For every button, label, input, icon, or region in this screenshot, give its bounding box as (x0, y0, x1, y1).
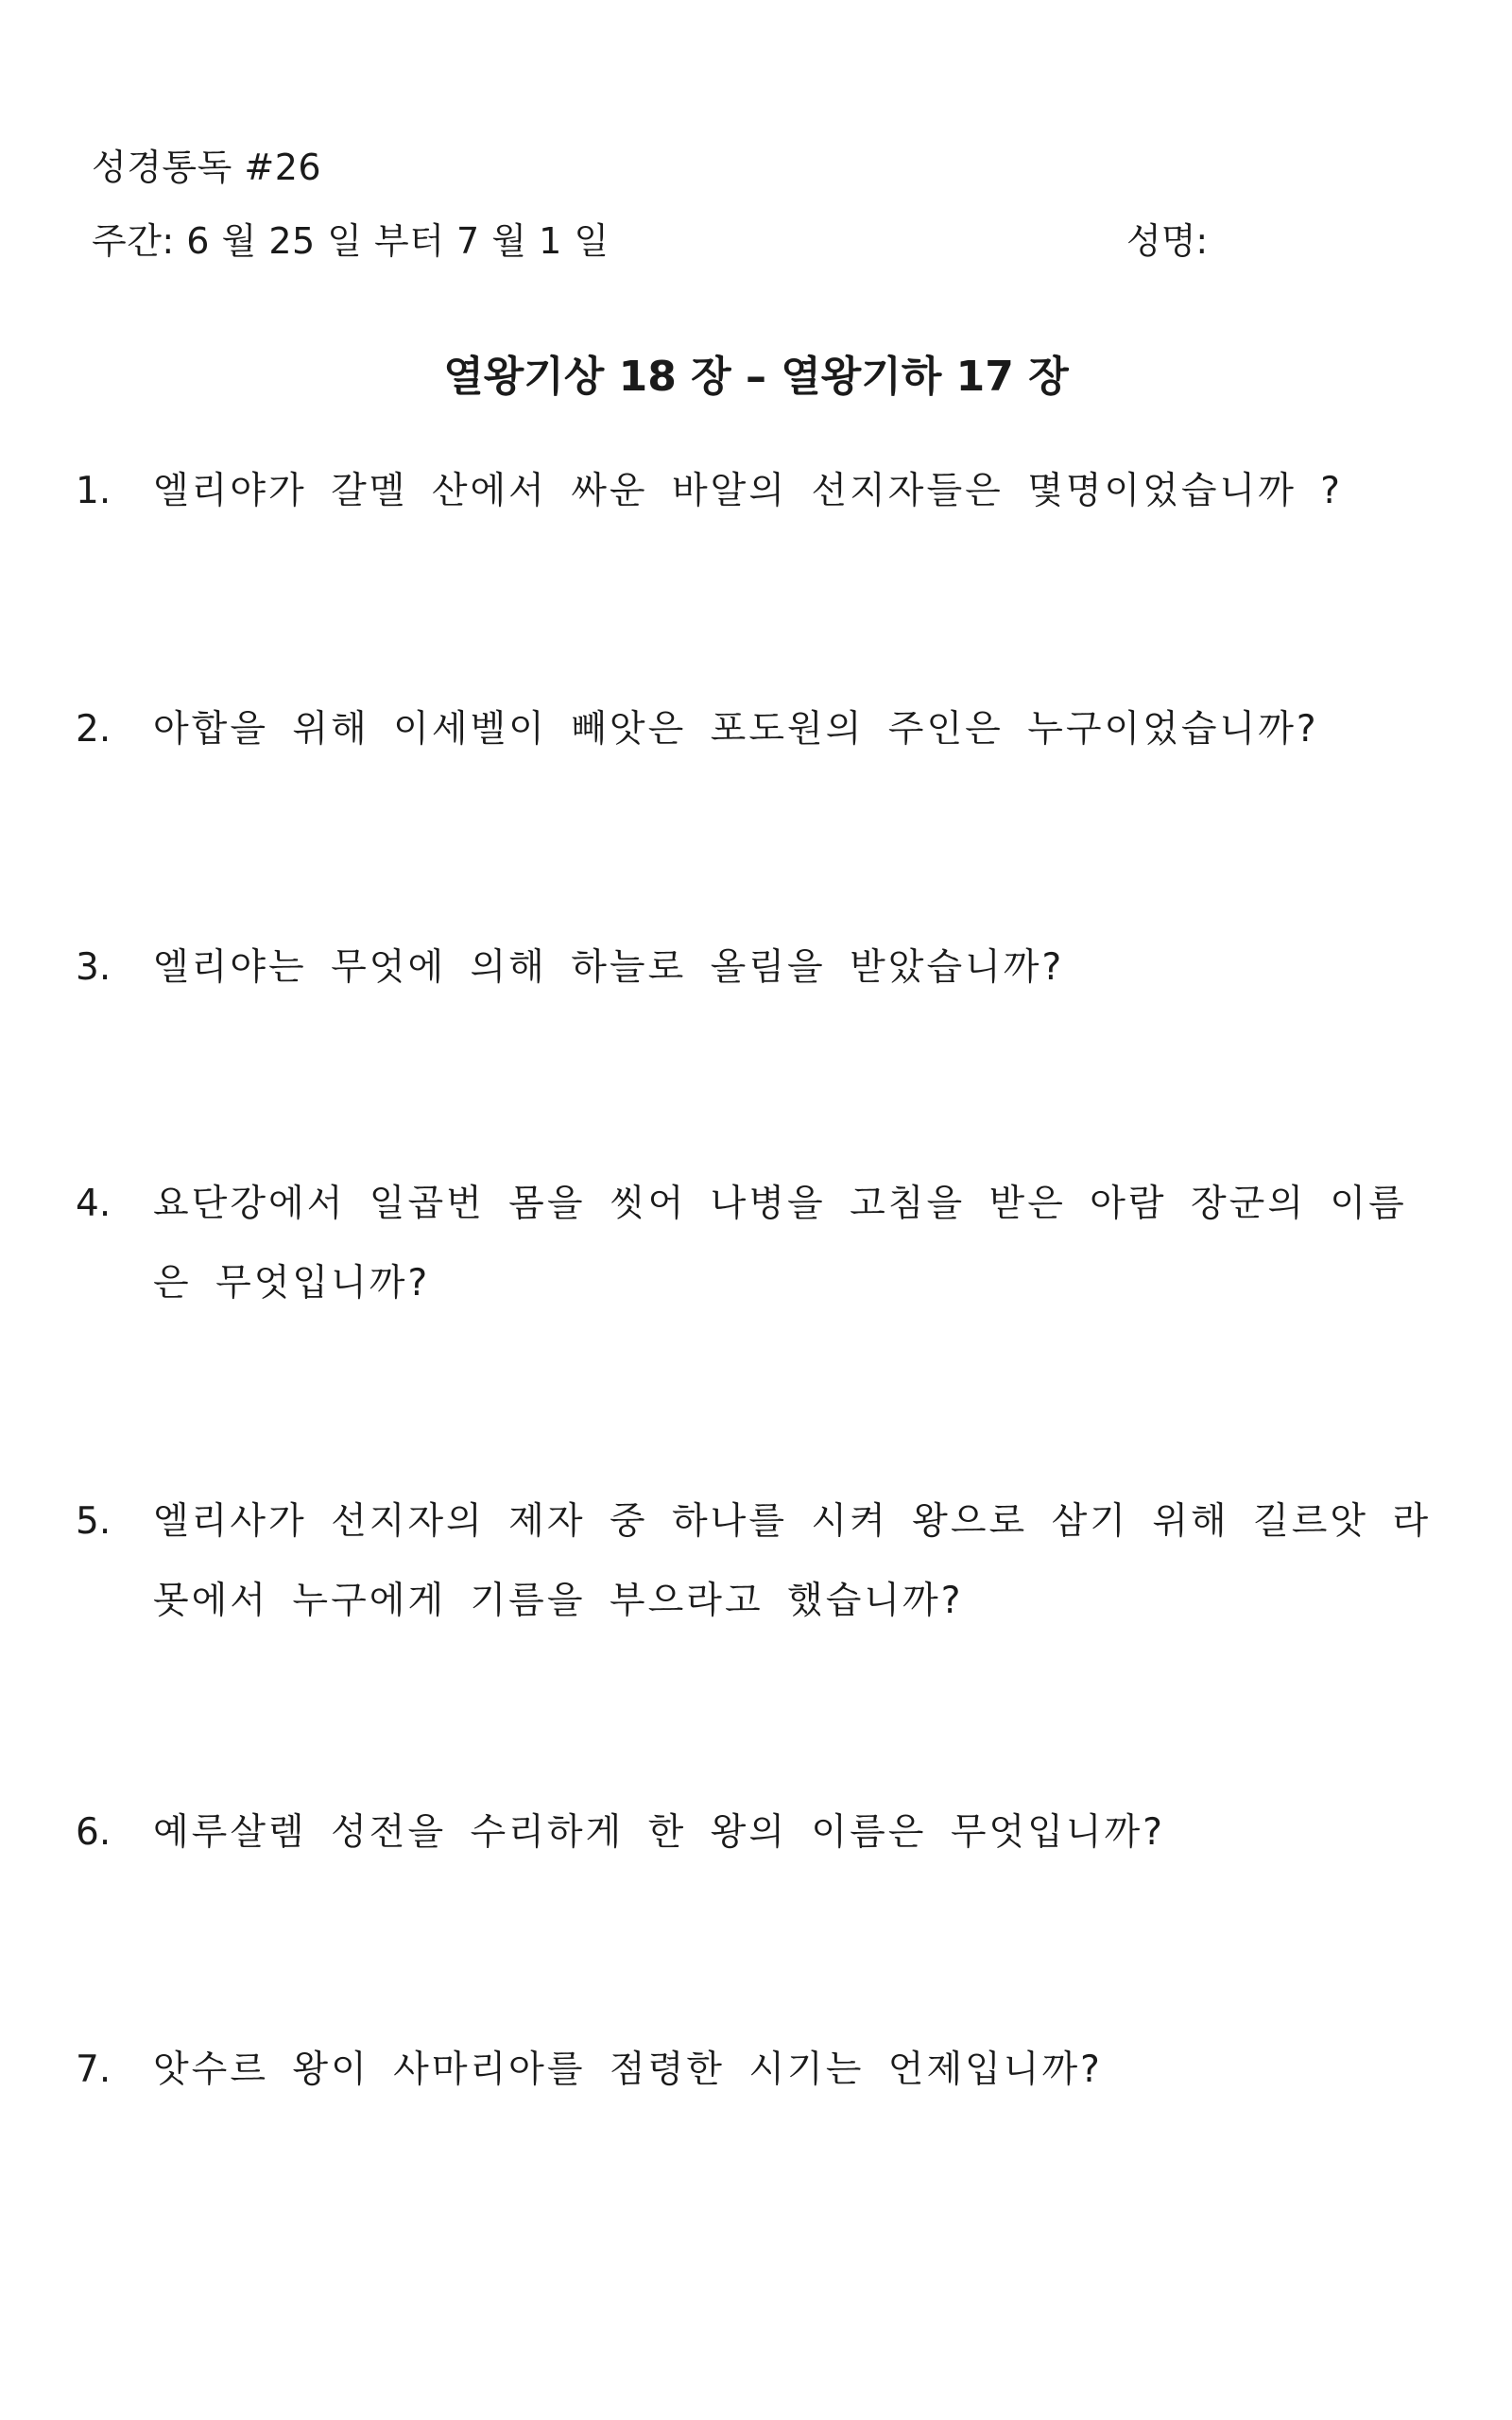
page-title: 열왕기상 18 장 – 열왕기하 17 장 (443, 353, 1069, 401)
question-item (76, 928, 1436, 1008)
name-label: 성명: (1126, 220, 1209, 262)
question-text: 예루살렘 성전을 수리하게 한 왕의 이름은 무엇입니까? (153, 1811, 1165, 1854)
question-number: 3. (76, 946, 112, 989)
question-text: 요단강에서 일곱번 몸을 씻어 나병을 고침을 받은 아람 장군의 이름은 무엇입니까? (153, 1183, 1407, 1305)
question-text: 아합을 위해 이세벨이 빼앗은 포도원의 주인은 누구이었습니까? (153, 708, 1319, 751)
question-number: 1. (76, 470, 112, 512)
question-text: 엘리사가 선지자의 제자 중 하나를 시켜 왕으로 삼기 위해 길르앗 라못에서 누구에게 기름을 부으라고 했습니까? (153, 1500, 1432, 1622)
question-text: 엘리야는 무엇에 의해 하늘로 올림을 받았습니까? (153, 946, 1065, 989)
question-text: 앗수르 왕이 사마리아를 점령한 시기는 언제입니까? (153, 2048, 1103, 2091)
worksheet-number: 성경통독 #26 (92, 147, 322, 188)
question-item (76, 2031, 1436, 2110)
week-range: 주간: 6 월 25 일 부터 7 월 1 일 (92, 220, 610, 262)
question-number: 6. (76, 1811, 112, 1854)
question-number: 5. (76, 1500, 112, 1543)
question-item (76, 452, 1436, 531)
question-item (76, 1482, 1436, 1641)
question-number: 4. (76, 1183, 112, 1225)
question-item (76, 1793, 1436, 1873)
question-item (76, 1165, 1436, 1323)
question-text: 엘리야가 갈멜 산에서 싸운 바알의 선지자들은 몇명이었습니까 ? (153, 470, 1344, 512)
question-number: 7. (76, 2048, 112, 2091)
question-number: 2. (76, 708, 112, 751)
question-item (76, 690, 1436, 769)
